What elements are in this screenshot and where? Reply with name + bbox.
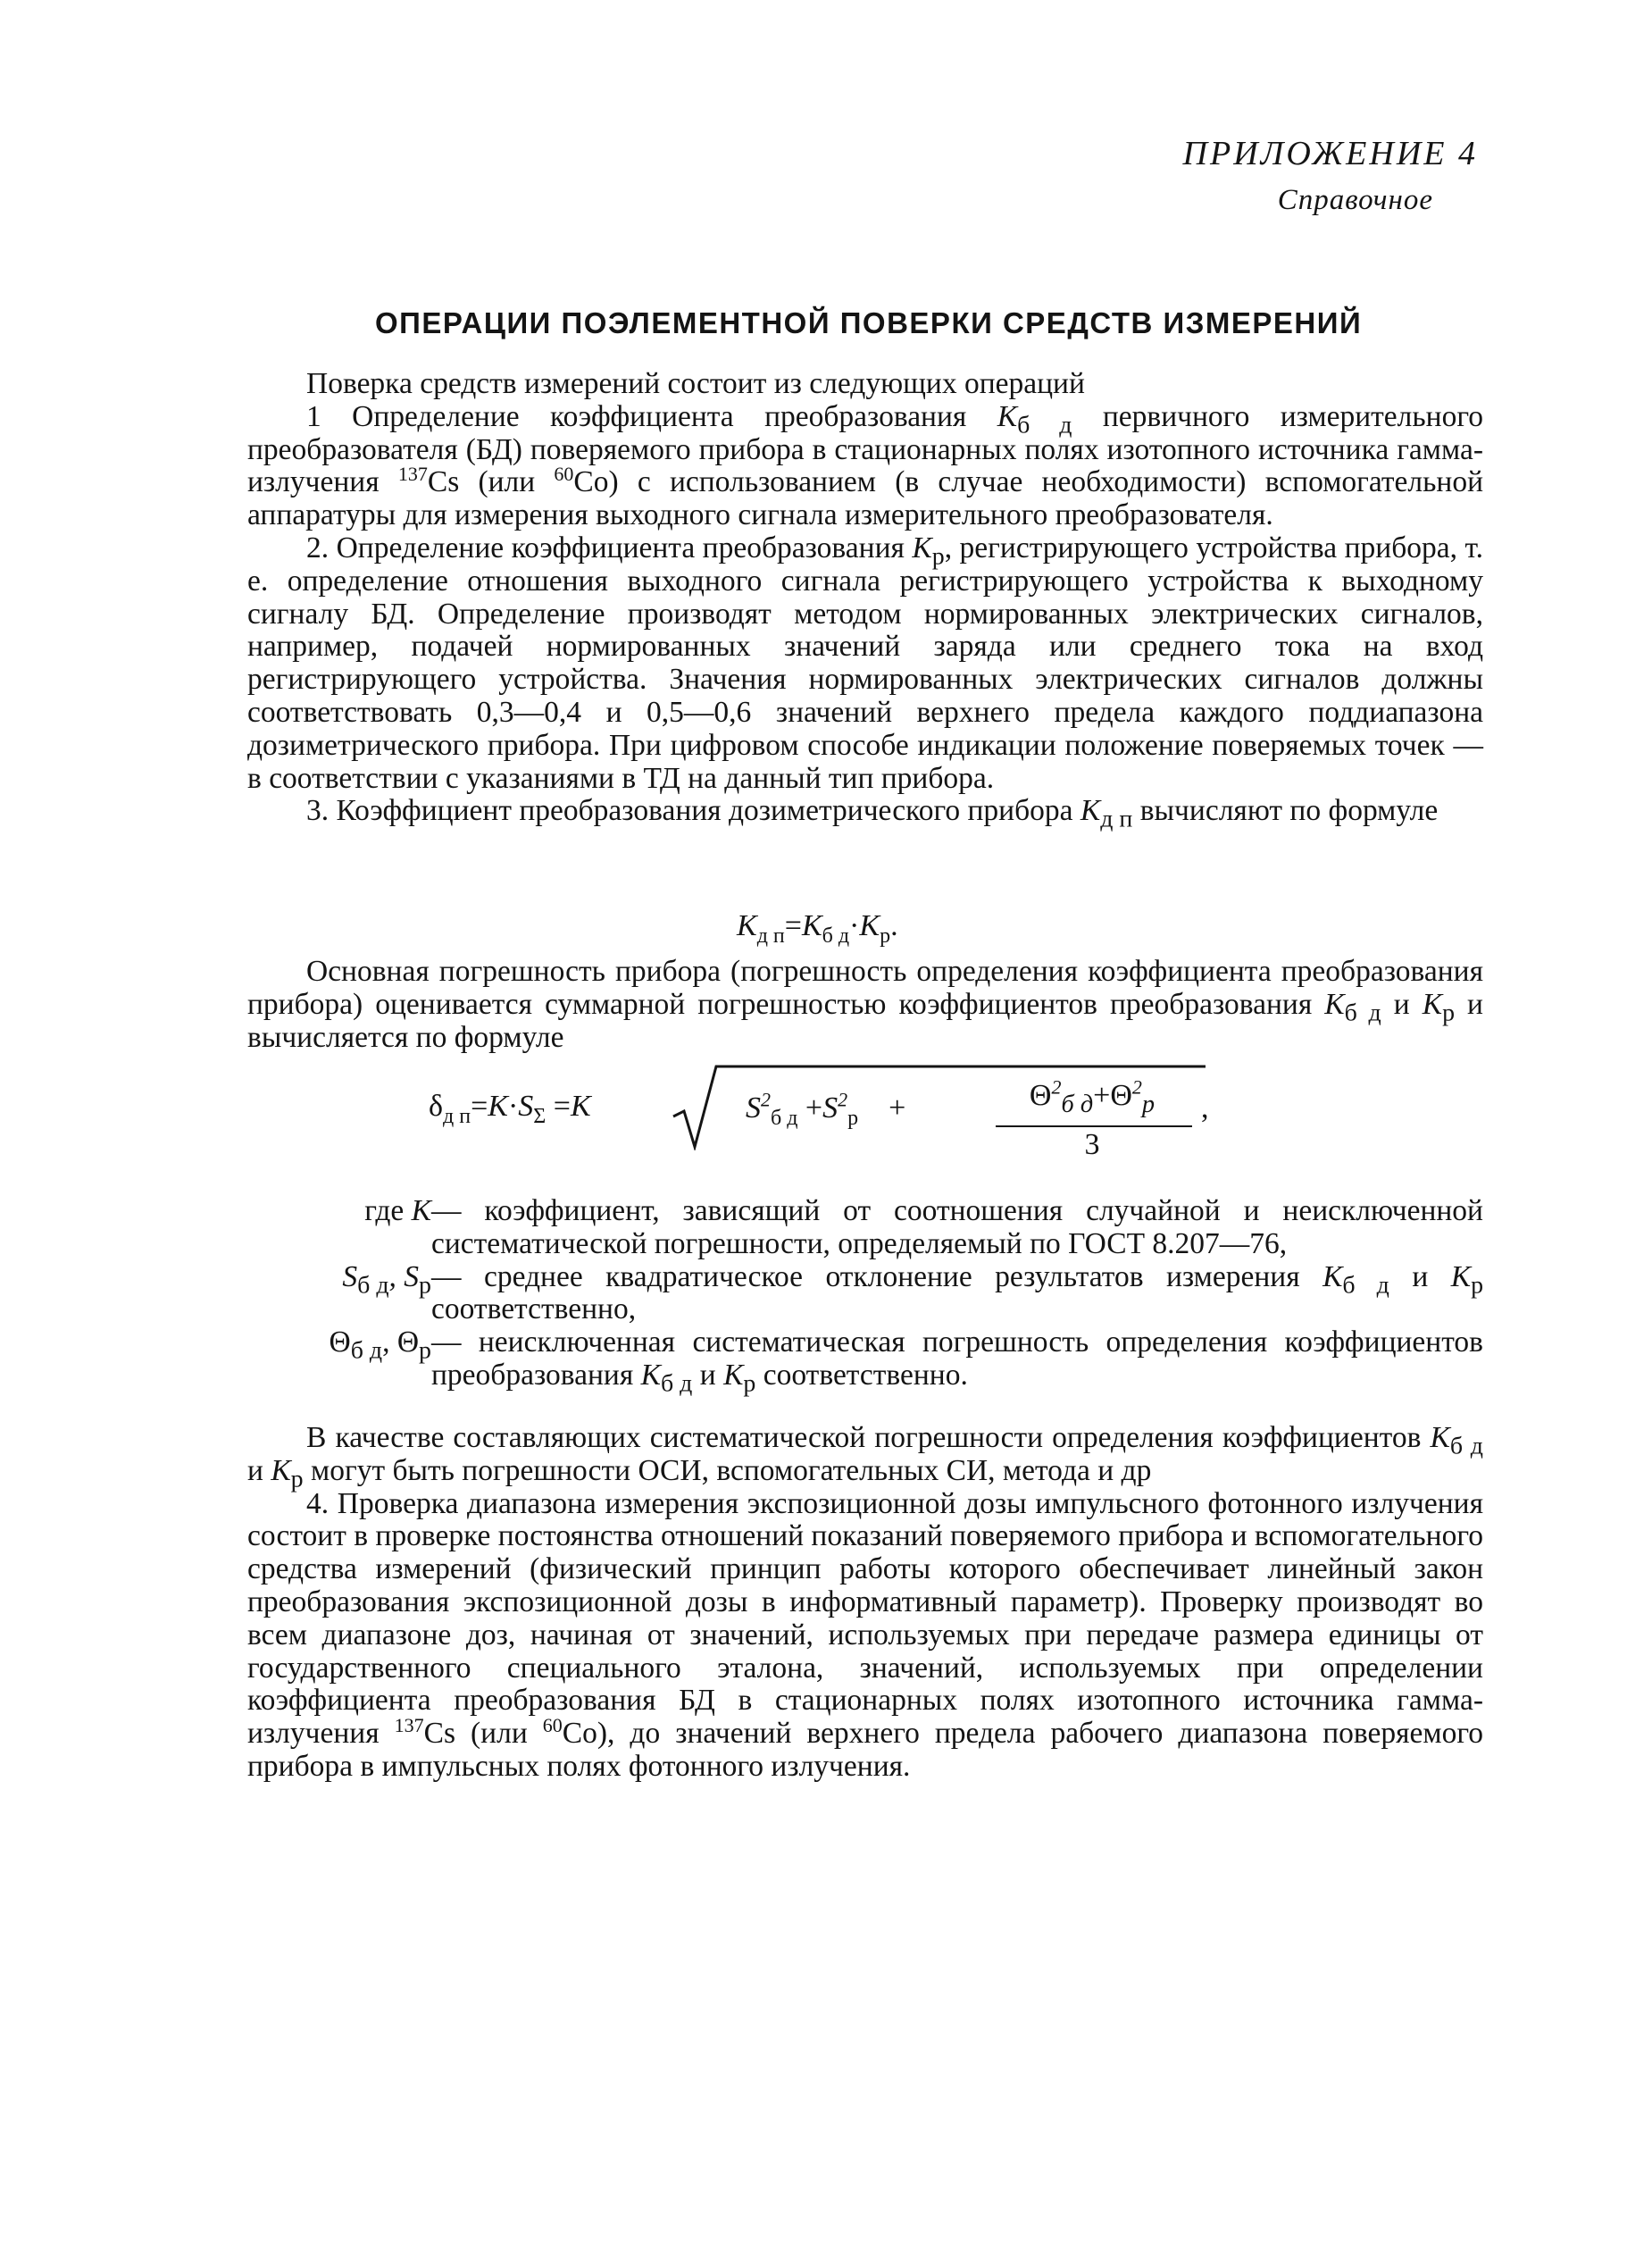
formula-kdp: $K_{д п}=K_{б д}\cdot K_р$. xyxy=(737,909,898,948)
body-block-2 xyxy=(247,956,1483,1054)
body-block-3 xyxy=(247,1422,1483,1784)
definitions-list xyxy=(247,1194,1484,1398)
item-2-paragraph: 2. Определение коэффициента преобразования $K_р$, регистрирующего устройства прибора, т. е. определение отношения выходного сигнала регистрирующего устройства к выходному сигналу БД. Определение производят методом нормированных электрических сигналов, например, подачей нормированных значений заряда или среднего тока на вход регистрирующего устройства. Значения нормированных электрических сигналов должны соответствовать 0,3—0,4 и 0,5—0,6 значений верхнего предела каждого поддиапазона дозиметрического прибора. При цифровом способе индикации положение поверяемых точек — в соответствии с указаниями в ТД на данный тип прибора. xyxy=(247,531,1483,795)
formula-delta-radicand: $S^2_{б д} +S^2_р$ + xyxy=(746,1088,906,1130)
definition-k: где K — коэффициент, зависящий от соотношения случайной и неисключенной систематической погрешности, определяемый по ГОСТ 8.207—76, xyxy=(364,1194,1483,1260)
document-title: ОПЕРАЦИИ ПОЭЛЕМЕНТНОЙ ПОВЕРКИ СРЕДСТВ ИЗМЕРЕНИЙ xyxy=(375,306,1363,339)
formula-delta-lhs: $\delta_{д п}=K\cdot S_\Sigma =K$ xyxy=(429,1090,591,1128)
components-paragraph: В качестве составляющих систематической погрешности определения коэффициентов $K_{б д}$ и $K_р$ могут быть погрешности ОСИ, вспомогательных СИ, метода и др xyxy=(247,1421,1484,1493)
item-1-paragraph: 1 Определение коэффициента преобразования $K_{б д}$ первичного измерительного преобразователя (БД) поверяемого прибора в стационарных полях изотопного источника гамма-излучения $^{137}$Cs (или $^{60}$Co) с использованием (в случае необходимости) вспомогательной аппаратуры для измерения выходного сигнала измерительного преобразователя. xyxy=(247,399,1484,532)
error-paragraph: Основная погрешность прибора (погрешность определения коэффициента преобразования прибора) оценивается суммарной погрешностью коэффициентов преобразования $K_{б д}$ и $K_р$ и вычисляется по формуле xyxy=(247,955,1483,1054)
formula-fraction-denominator: 3 xyxy=(1084,1128,1100,1161)
appendix-label: ПРИЛОЖЕНИЕ 4 xyxy=(1182,135,1478,172)
formula-end-comma: , xyxy=(1201,1091,1209,1125)
appendix-type: Справочное xyxy=(1277,184,1433,216)
item-4-paragraph: 4. Проверка диапазона измерения экспозиционной дозы импульсного фотонного излучения состоит в проверке постоянства отношений показаний поверяемого прибора и вспомогательного средства измерений (физический принцип работы которого обеспечивает линейный закон преобразования экспозиционной дозы в информативный параметр). Проверку производят во всем диапазоне доз, начиная от значений, используемых при передаче размера единицы от государственного специального эталона, значений, используемых при определении коэффициента преобразования БД в стационарных полях изотопного источника гамма-излучения $^{137}$Cs (или $^{60}$Co), до значений верхнего предела рабочего диапазона поверяемого прибора в импульсных полях фотонного излучения. xyxy=(247,1486,1484,1783)
formula-fraction-numerator: $\Theta^2_{б д}+\Theta^2_р$ xyxy=(1029,1075,1156,1118)
fraction-bar xyxy=(996,1125,1192,1127)
definition-s: $S_{б д}$, $S_р$ — среднее квадратическое отклонение результатов измерения $K_{б д}$ и $K_р$ соответственно, xyxy=(342,1259,1484,1326)
body-block-1 xyxy=(247,367,1484,834)
intro-paragraph: Поверка средств измерений состоит из следующих операций xyxy=(306,367,1085,400)
item-3-paragraph: 3. Коэффициент преобразования дозиметрического прибора $K_{д п}$ вычисляют по формуле xyxy=(306,794,1439,834)
definition-theta: $\Theta_{б д}$, $\Theta_р$ — неисключенная систематическая погрешность определения коэффициентов преобразования $K_{б д}$ и $K_р$ соответственно. xyxy=(329,1325,1483,1398)
